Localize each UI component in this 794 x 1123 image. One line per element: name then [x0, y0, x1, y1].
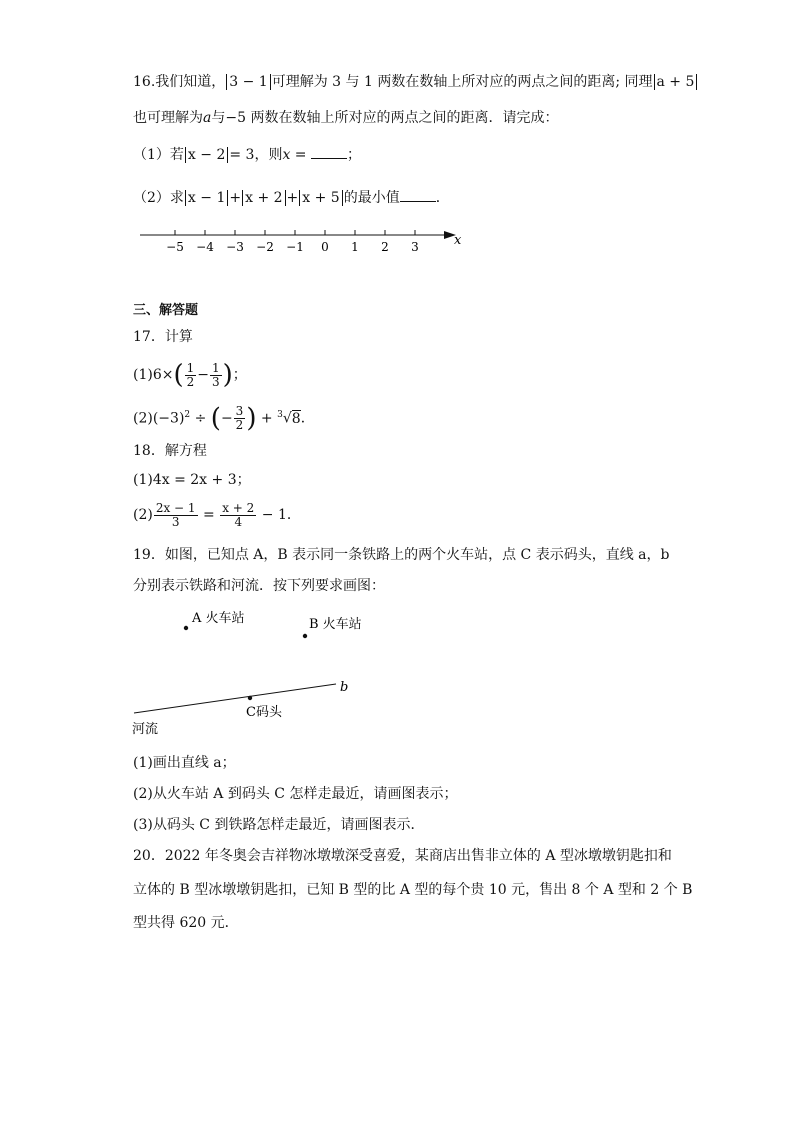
abs-a-plus-5: a + 5 — [654, 74, 698, 90]
q19-item2: (2)从火车站 A 到码头 C 怎样走最近，请画图表示； — [133, 786, 458, 802]
section-title: 三、解答题 — [133, 303, 199, 318]
q18-part1: (1)4x = 2x + 3； — [133, 472, 251, 488]
q16-part2: （2）求 x − 1 + x + 2 + x + 5 的最小值 ． — [133, 187, 450, 208]
line-b — [134, 684, 336, 713]
q17-part2: $(2)(-3)^2$ ÷ (− $\frac{3}{2}$ ) + $^3$√8． — [133, 403, 315, 434]
tick-label: 1 — [351, 240, 359, 254]
label-b: B 火车站 — [309, 617, 362, 632]
q18-title: 18．解方程 — [133, 443, 207, 459]
q19-item3: (3)从码头 C 到铁路怎样走最近，请画图表示． — [133, 817, 425, 833]
q20-line2: 立体的 B 型冰墩墩钥匙扣，已知 B 型的比 A 型的每个贵 10 元，售出 8 个 A 型和 2 个 B — [133, 882, 693, 898]
label-line-b: b — [340, 680, 349, 695]
q19-item1: (1)画出直线 a； — [133, 755, 236, 771]
q17-part1: (1)6×( $\frac{1}{2}$ − $\frac{1}{3}$ )； — [133, 360, 247, 390]
q20-line3: 型共得 620 元． — [133, 915, 239, 931]
answer-blank — [400, 187, 436, 202]
q18-part2: (2) $\frac{2x - 1}{3}$ = $\frac{x + 2}{4}$ − 1． — [133, 500, 301, 529]
abs-3-minus-1: 3 − 1 — [226, 74, 270, 90]
number-line — [130, 222, 470, 258]
tick-label: −1 — [286, 240, 304, 254]
answer-blank — [311, 144, 347, 159]
q17-title: 17．计算 — [133, 329, 193, 345]
tick-label: −5 — [166, 240, 184, 254]
q16-part1: （1）若 x − 2 = 3，则x = ； — [133, 144, 361, 165]
tick-label: −2 — [256, 240, 274, 254]
q19-line2: 分别表示铁路和河流．按下列要求画图： — [133, 578, 385, 594]
label-c: C码头 — [246, 705, 282, 720]
point-a — [184, 626, 188, 630]
q19-figure — [120, 600, 420, 740]
q19-line1: 19．如图，已知点 A，B 表示同一条铁路上的两个火车站，点 C 表示码头，直线 a，b — [133, 547, 670, 563]
q16-line2: 也可理解为a与−5 两数在数轴上所对应的两点之间的距离．请完成： — [133, 110, 559, 126]
tick-label: 0 — [321, 240, 329, 254]
tick-label: 3 — [411, 240, 419, 254]
axis-label: x — [454, 233, 462, 248]
point-b — [303, 634, 307, 638]
q20-line1: 20．2022 年冬奥会吉祥物冰墩墩深受喜爱，某商店出售非立体的 A 型冰墩墩钥匙扣和 — [133, 848, 672, 864]
point-c — [248, 696, 252, 700]
tick-label: −4 — [196, 240, 214, 254]
tick-label: −3 — [226, 240, 244, 254]
tick-label: 2 — [381, 240, 389, 254]
label-river: 河流 — [132, 722, 159, 737]
label-a: A 火车站 — [192, 611, 245, 626]
q16-line1: 16.我们知道， 3 − 1 可理解为 3 与 1 两数在数轴上所对应的两点之间的距离; 同理 a + 5 — [133, 72, 698, 92]
